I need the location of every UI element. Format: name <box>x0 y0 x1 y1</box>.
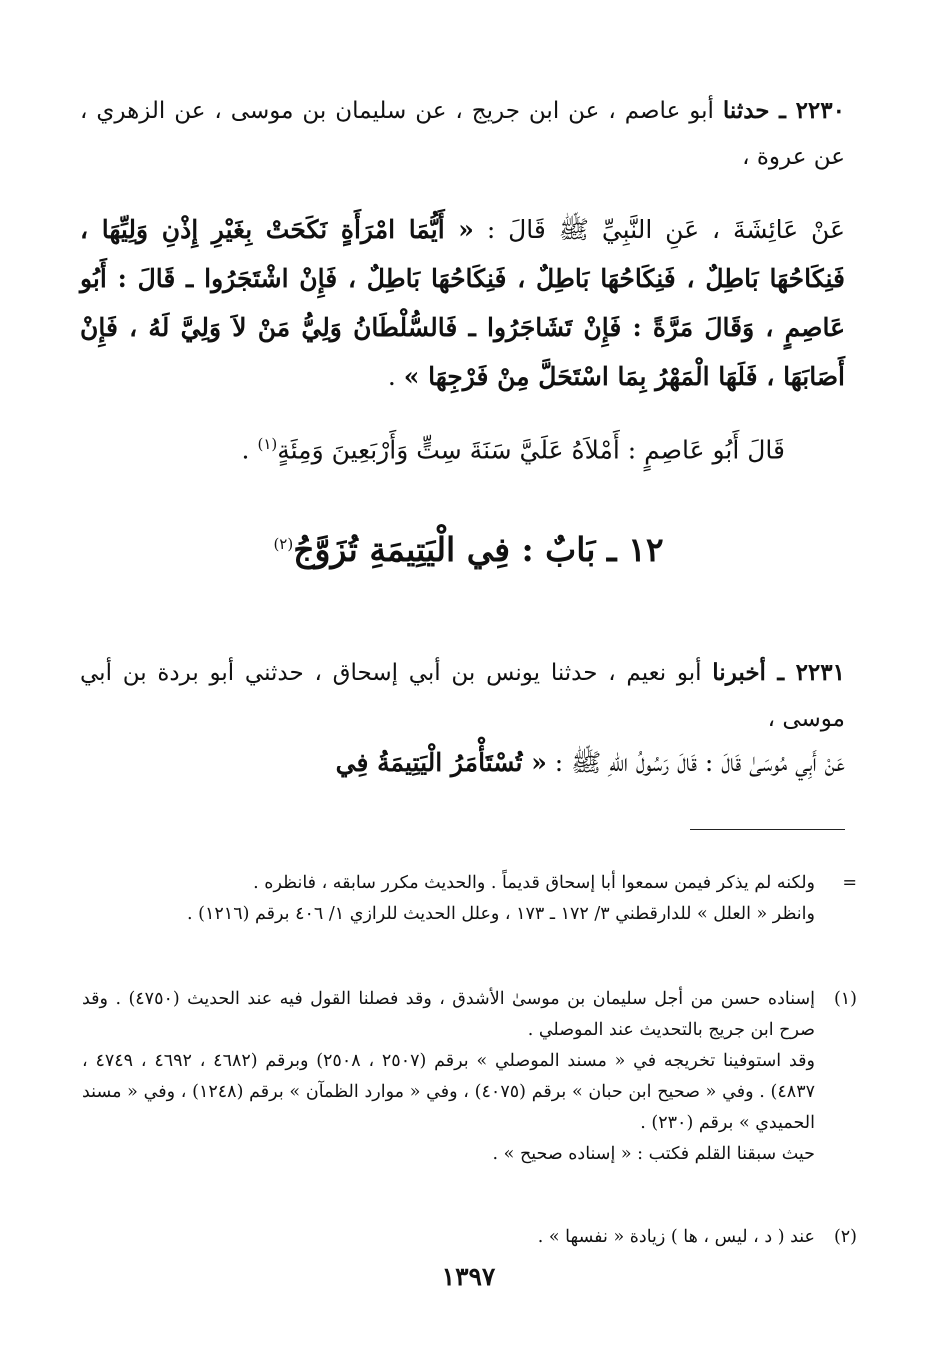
footnote-line: إسناده حسن من أجل سليمان بن موسىٰ الأشدق ، وقد فصلنا القول فيه عند الحديث (٤٧٥٠) . وقد صرح ابن جريج بالتحديث عند الموصلي . <box>82 989 815 1040</box>
isnad-text: أبو عاصم ، عن ابن جريج ، عن سليمان بن موسى ، عن الزهري ، عن عروة ، <box>80 98 845 170</box>
footnote-ref-1: (١) <box>257 435 278 453</box>
matn-quote: « تُسْتَأْمَرُ الْيَتِيمَةُ فِي <box>335 748 547 777</box>
footnote-line: حيث سبقنا القلم فكتب : « إسناده صحيح » . <box>492 1144 815 1164</box>
footnote-mark: (٢) <box>833 1227 857 1247</box>
hadith-dash: ـ <box>765 659 796 686</box>
narration-lead: حدثنا <box>722 97 770 124</box>
hadith-dash: ـ <box>769 97 796 124</box>
hadith-number: ٢٢٣١ <box>795 659 845 686</box>
matn-intro: عَنْ عَائِشَةَ ، عَنِ النَّبِيِّ ﷺ قَالَ : <box>473 215 845 244</box>
chapter-title: ١٢ ـ بَابٌ : فِي الْيَتِيمَةِ تُزَوَّجُ <box>293 530 664 569</box>
continuation-mark: = <box>842 873 857 893</box>
hadith-number: ٢٢٣٠ <box>795 97 845 124</box>
note-end: . <box>241 435 258 465</box>
footnote-mark: (١) <box>833 989 857 1009</box>
note-text: قَالَ أَبُو عَاصِمٍ : أَمْلاَهُ عَلَيَّ سَنَةَ سِتٍّ وَأَرْبَعِينَ وَمِئَةٍ <box>277 435 785 465</box>
narration-lead: أخبرنا <box>712 659 766 686</box>
footnote-ref-2: (٢) <box>273 535 294 553</box>
footnote-line: عند ( د ، ليس ، ها ) زيادة « نفسها » . <box>537 1227 815 1247</box>
footnote-separator <box>690 829 845 830</box>
footnote-2 <box>82 1222 857 1253</box>
hadith-2231-isnad <box>80 650 845 742</box>
isnad-text: أبو نعيم ، حدثنا يونس بن أبي إسحاق ، حدثني أبو بردة بن أبي موسى ، <box>80 660 845 732</box>
matn-end: . <box>387 362 404 391</box>
hadith-2230-note <box>80 420 785 474</box>
matn-intro: عَنْ أَبِي مُوسَىٰ قَالَ : قَالَ رَسُولُ اللهِ ﷺ : <box>546 748 845 777</box>
page-number: ١٣٩٧ <box>441 1262 496 1291</box>
footnote-continuation <box>82 868 857 930</box>
hadith-2230-isnad <box>80 88 845 180</box>
footnote-1 <box>82 984 857 1170</box>
footnote-line: وانظر « العلل » للدارقطني ٣/ ١٧٢ ـ ١٧٣ ، وعلل الحديث للرازي ١/ ٤٠٦ برقم (١٢١٦) . <box>187 904 815 924</box>
hadith-2230-matn <box>80 205 845 401</box>
footnote-line: وقد استوفينا تخريجه في « مسند الموصلي » برقم (٢٥٠٧ ، ٢٥٠٨) وبرقم (٤٦٨٢ ، ٤٦٩٢ ، ٤٧٤٩ ، ٤٨٣٧) . وفي « صحيح ابن حبان » برقم (٤٠٧٥) ، وفي « موارد الظمآن » برقم (١٢٤٨) ، وفي « مسند الحميدي » برقم (٢٣٠) . <box>82 1051 815 1133</box>
chapter-heading <box>0 530 937 569</box>
matn-quote: « أَيُّمَا امْرَأَةٍ نَكَحَتْ بِغَيْرِ إِذْنِ وَلِيِّهَا ، فَنِكَاحُهَا بَاطِلٌ ، فَنِكَاحُهَا بَاطِلٌ ، فَنِكَاحُهَا بَاطِلٌ ، فَإِنْ اشْتَجَرُوا ـ قَالَ : أَبُو عَاصِمٍ ، وَقَالَ مَرَّةً : فَإِنْ تَشَاجَرُوا ـ فَالسُّلْطَانُ وَلِيُّ مَنْ لاَ وَلِيَّ لَهُ ، فَإِنْ أَصَابَهَا ، فَلَهَا الْمَهْرُ بِمَا اسْتَحَلَّ مِنْ فَرْجِهَا » <box>80 215 845 391</box>
hadith-2231-matn <box>80 738 845 787</box>
footnote-line: ولكنه لم يذكر فيمن سمعوا أبا إسحاق قديماً . والحديث مكرر سابقه ، فانظره . <box>253 873 815 893</box>
